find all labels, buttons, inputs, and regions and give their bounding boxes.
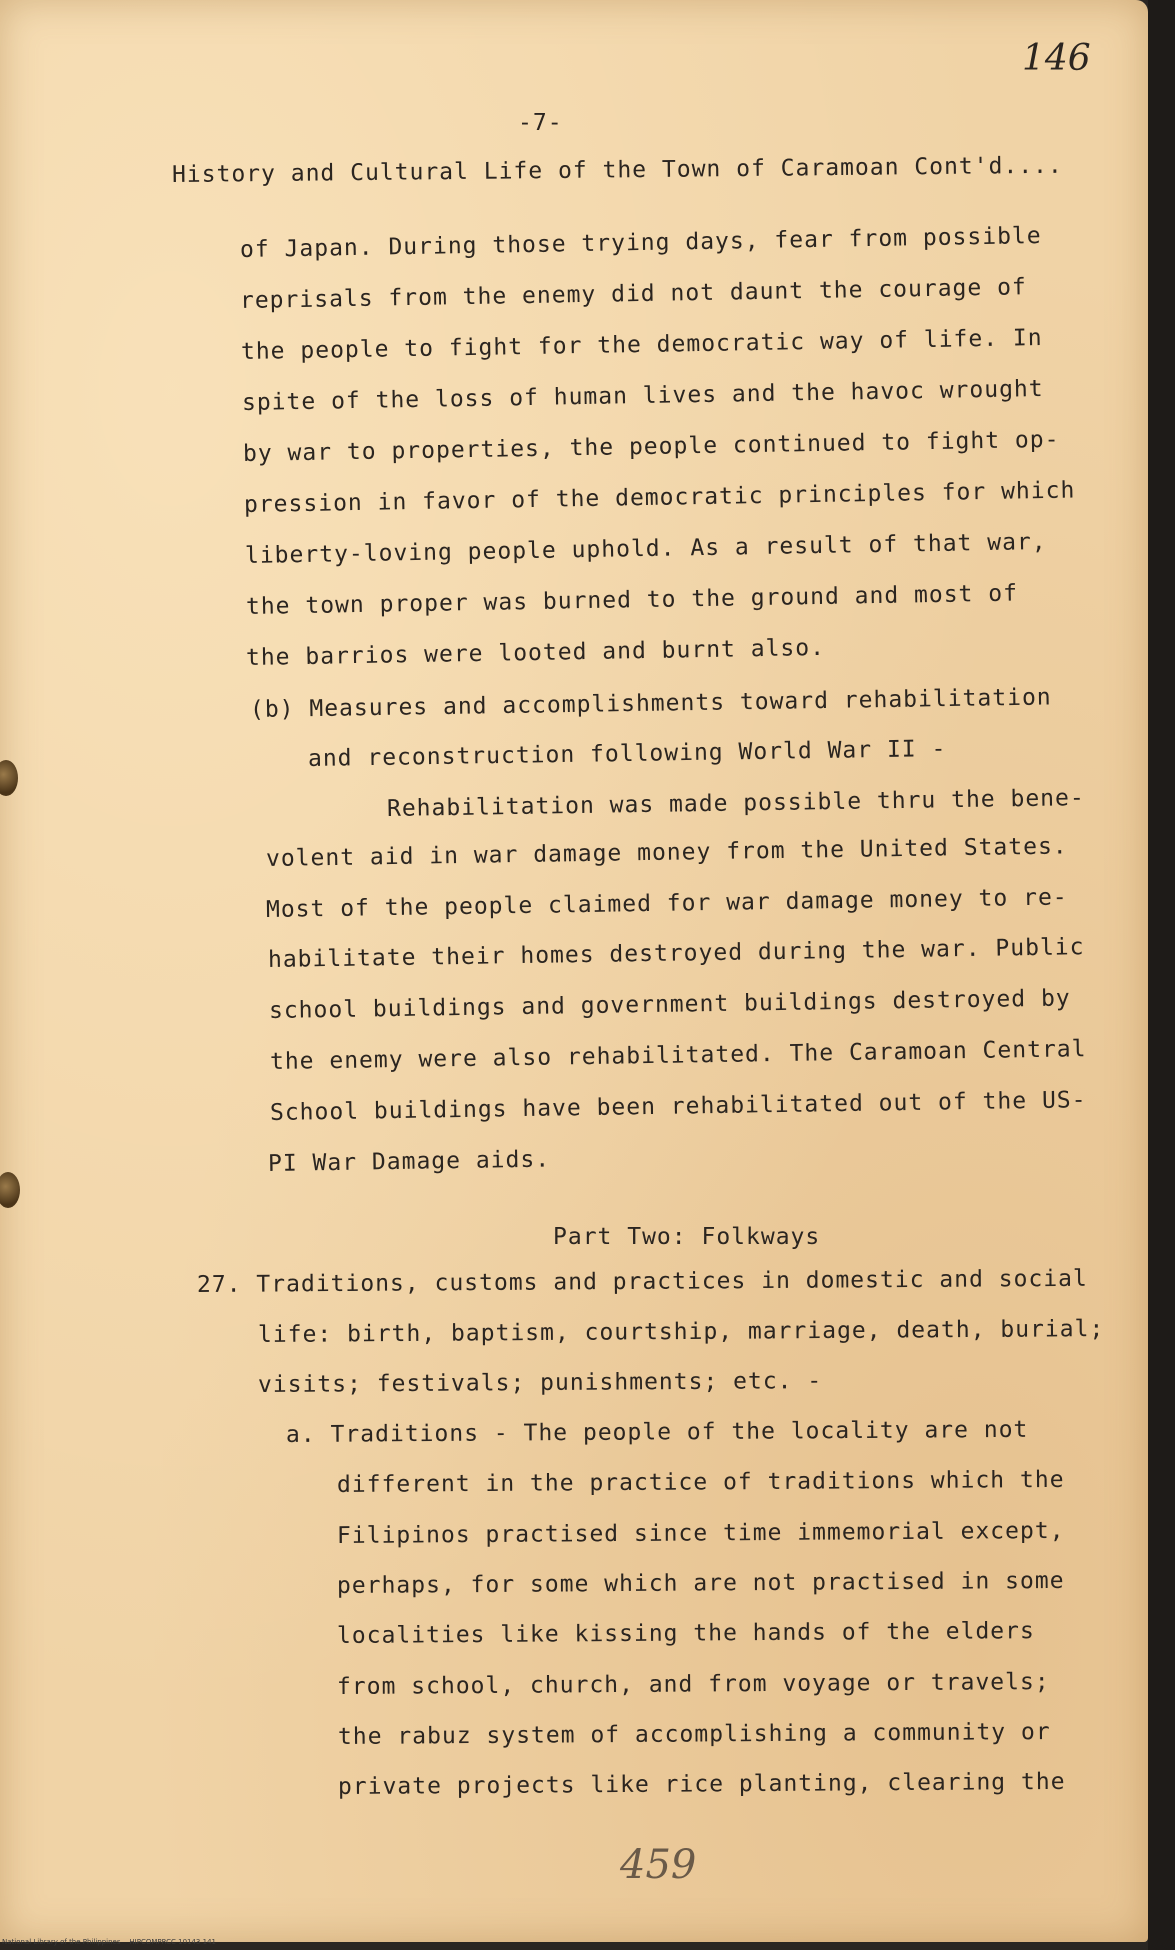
page-edge-shadow — [1148, 0, 1175, 1950]
text-line: volent aid in war damage money from the United States. — [265, 833, 1068, 872]
text-line: from school, church, and from voyage or travels; — [336, 1669, 1050, 1700]
document-header: History and Cultural Life of the Town of Caramoan Cont'd.... — [171, 152, 1063, 188]
text-line: 27. Traditions, customs and practices in domestic and social — [196, 1265, 1088, 1298]
text-line: private projects like rice planting, clearing the — [337, 1768, 1066, 1800]
text-line: the barrios were looted and burnt also. — [245, 634, 826, 671]
text-line: of Japan. During those trying days, fear from possible — [239, 223, 1042, 263]
handwritten-page-number: 146 — [1022, 38, 1091, 79]
text-line: liberty-loving people uphold. As a result of that war, — [244, 529, 1047, 569]
text-line: pression in favor of the democratic principles for which — [243, 477, 1076, 518]
text-line: Most of the people claimed for war damage money to re- — [265, 884, 1068, 923]
text-line: visits; festivals; punishments; etc. - — [257, 1368, 823, 1398]
text-line: perhaps, for some which are not practised in some — [336, 1567, 1065, 1599]
text-line: PI War Damage aids. — [267, 1146, 551, 1177]
text-line: school buildings and government buildings destroyed by — [268, 985, 1071, 1024]
text-line: the people to fight for the democratic way of life. In — [240, 325, 1043, 365]
text-line: life: birth, baptism, courtship, marriage, death, burial; — [257, 1316, 1105, 1348]
text-line: by war to properties, the people continued to fight op- — [242, 426, 1060, 467]
text-line: spite of the loss of human lives and the havoc wrought — [241, 376, 1044, 416]
text-line: habilitate their homes destroyed during the war. Public — [267, 934, 1085, 973]
text-line: the enemy were also rehabilitated. The Caramoan Central — [269, 1036, 1087, 1075]
text-line: reprisals from the enemy did not daunt the courage of — [239, 274, 1028, 314]
text-line: a. Traditions - The people of the locality are not — [285, 1416, 1029, 1448]
text-line: the rabuz system of accomplishing a community or — [337, 1719, 1051, 1750]
archive-footer: National Library of the Philippines HIPCOMPRCC 10143 141 — [2, 1938, 216, 1946]
text-line: School buildings have been rehabilitated out of the US- — [269, 1087, 1087, 1126]
text-line: Rehabilitation was made possible thru the bene- — [386, 785, 1085, 822]
text-line: the town proper was burned to the ground and most of — [245, 580, 1019, 620]
text-line: Filipinos practised since time immemorial except, — [336, 1517, 1065, 1549]
part-title: Part Two: Folkways — [553, 1224, 821, 1250]
handwritten-archive-number: 459 — [620, 1842, 697, 1888]
page-marker: -7- — [518, 110, 563, 136]
text-line: (b) Measures and accomplishments toward rehabilitation — [249, 684, 1052, 723]
text-line: different in the practice of traditions which the — [336, 1466, 1065, 1498]
text-line: localities like kissing the hands of the elders — [336, 1618, 1035, 1649]
text-line: and reconstruction following World War II - — [307, 735, 947, 772]
